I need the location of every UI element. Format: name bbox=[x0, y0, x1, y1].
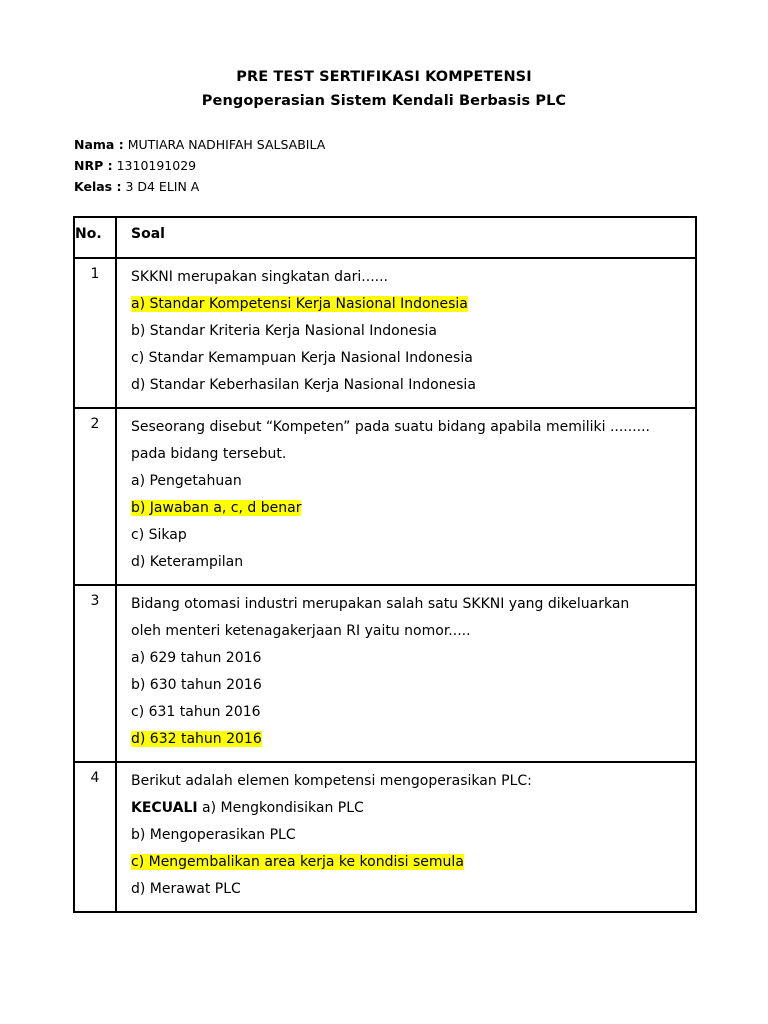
question-cell bbox=[116, 762, 696, 912]
option-c: c) Sikap bbox=[131, 527, 187, 543]
option-d: d) Standar Keberhasilan Kerja Nasional Indonesia bbox=[131, 377, 476, 393]
kecuali-keyword: KECUALI bbox=[131, 800, 198, 816]
option-b: b) Mengoperasikan PLC bbox=[131, 827, 296, 843]
class-value: 3 D4 ELIN A bbox=[125, 179, 200, 194]
option-d: d) Keterampilan bbox=[131, 554, 244, 570]
option-c: c) Standar Kemampuan Kerja Nasional Indonesia bbox=[131, 350, 473, 366]
option-b: b) Standar Kriteria Kerja Nasional Indonesia bbox=[131, 323, 437, 339]
table-row bbox=[74, 408, 696, 585]
document-title: PRE TEST SERTIFIKASI KOMPETENSI bbox=[236, 69, 532, 85]
name-value: MUTIARA NADHIFAH SALSABILA bbox=[127, 137, 326, 152]
table-header-row bbox=[74, 217, 696, 258]
option-a: a) Pengetahuan bbox=[131, 473, 242, 489]
highlighted-answer: c) Mengembalikan area kerja ke kondisi semula bbox=[131, 854, 464, 870]
question-cell bbox=[116, 258, 696, 408]
name-label: Nama : bbox=[74, 137, 124, 152]
student-name-line bbox=[74, 137, 325, 152]
question-text: Seseorang disebut “Kompeten” pada suatu bidang apabila memiliki ......... bbox=[131, 419, 651, 435]
option-a: a) 629 tahun 2016 bbox=[131, 650, 262, 666]
class-label: Kelas : bbox=[74, 179, 122, 194]
question-text: Berikut adalah elemen kompetensi mengoperasikan PLC: bbox=[131, 773, 532, 789]
option-a bbox=[131, 291, 685, 318]
question-cell bbox=[116, 585, 696, 762]
option-d bbox=[131, 726, 685, 753]
question-table bbox=[73, 216, 697, 913]
option-b bbox=[131, 495, 685, 522]
nrp-label: NRP : bbox=[74, 158, 113, 173]
nrp-value: 1310191029 bbox=[116, 158, 197, 173]
option-d: d) Merawat PLC bbox=[131, 881, 241, 897]
question-cell bbox=[116, 408, 696, 585]
question-text-cont: pada bidang tersebut. bbox=[131, 446, 287, 462]
question-text: Bidang otomasi industri merupakan salah satu SKKNI yang dikeluarkan bbox=[131, 596, 630, 612]
question-number: 4 bbox=[74, 762, 116, 912]
question-number: 3 bbox=[74, 585, 116, 762]
highlighted-answer: b) Jawaban a, c, d benar bbox=[131, 500, 302, 516]
question-number: 1 bbox=[74, 258, 116, 408]
option-c bbox=[131, 849, 685, 876]
option-a: a) Mengkondisikan PLC bbox=[202, 800, 364, 816]
question-number: 2 bbox=[74, 408, 116, 585]
table-row bbox=[74, 585, 696, 762]
header-no: No. bbox=[74, 217, 116, 258]
question-text-cont: oleh menteri ketenagakerjaan RI yaitu nomor..... bbox=[131, 623, 471, 639]
table-row bbox=[74, 762, 696, 912]
question-text: SKKNI merupakan singkatan dari...... bbox=[131, 269, 388, 285]
highlighted-answer: d) 632 tahun 2016 bbox=[131, 731, 262, 747]
highlighted-answer: a) Standar Kompetensi Kerja Nasional Indonesia bbox=[131, 296, 468, 312]
option-c: c) 631 tahun 2016 bbox=[131, 704, 261, 720]
option-b: b) 630 tahun 2016 bbox=[131, 677, 262, 693]
kecuali-line bbox=[131, 795, 685, 822]
student-class-line bbox=[74, 179, 199, 194]
header-soal: Soal bbox=[116, 217, 696, 258]
table-row bbox=[74, 258, 696, 408]
document-subtitle: Pengoperasian Sistem Kendali Berbasis PLC bbox=[201, 93, 567, 109]
student-nrp-line bbox=[74, 158, 196, 173]
